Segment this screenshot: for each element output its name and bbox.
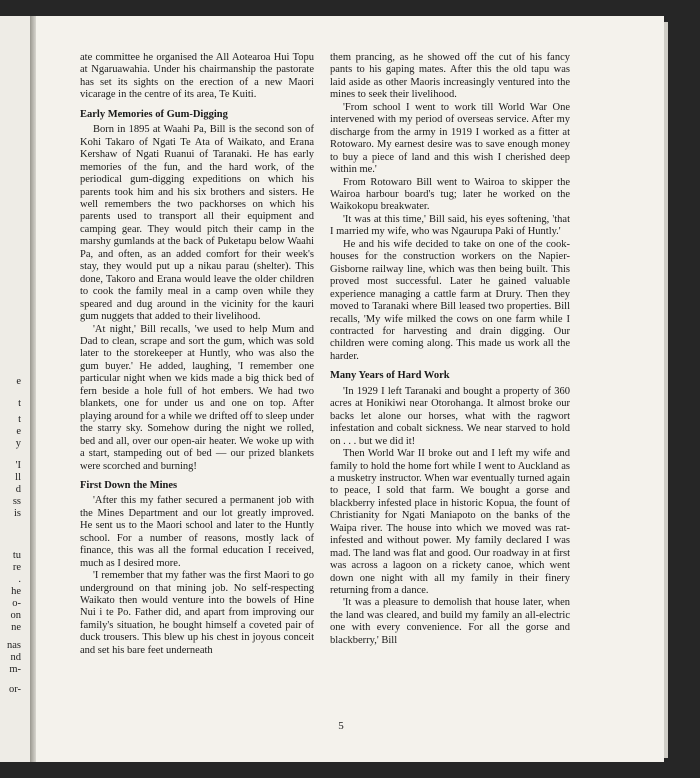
facing-page-text-fragment: [0, 508, 30, 519]
fragment-text: ss: [12, 496, 21, 507]
section-heading: First Down the Mines: [80, 479, 178, 491]
right-text-column: [330, 52, 570, 647]
facing-page-text-fragment: [0, 414, 30, 425]
paragraph: 'It was at this time,' Bill said, his eyes softening, 'that I married my wife, who was Ngaurupa Paki of Huntly.': [330, 213, 570, 238]
facing-page-text-fragment: [0, 376, 30, 387]
fragment-text: t: [18, 414, 21, 425]
facing-page-text-fragment: [0, 610, 30, 621]
facing-page-text-fragment: [0, 586, 30, 597]
fragment-text: y: [15, 438, 21, 449]
paragraph: Then World War II broke out and I left my wife and family to hold the home fort while I went to Auckland as a musketry instructor. When war eventually turned again to peace, I sold that farm. We bought a gorse and blackberry infested place in historic Kopua, the fount of Christianity for Ngati Maniapoto on the banks of the Waipa river. The house into which we moved was rat-infested and without power. My family declared I was mad. The land was flat and good. Our roadway in at first was across a lagoon on a rickety canoe, which went down one night with all my family in their finery returning from a dance.: [330, 448, 570, 597]
section-heading: Early Memories of Gum-Digging: [80, 108, 228, 120]
section-heading: Many Years of Hard Work: [330, 370, 450, 382]
paragraph: Born in 1895 at Waahi Pa, Bill is the second son of Kohi Takaro of Ngati Te Ata of Waikato, and Erana Kershaw of Ngati Ruanui of Taranaki. He has early memories of the fun, and the hard work, of the periodical gum-digging expeditions on which his parents took him and his six brothers and sisters. He well remembers the two packhorses on which his parents used to transport all their equipment and camping gear. They would pitch their camp in the marshy gumlands at the back of Puketapu below Waahi Pa, and often, as an added comfort for their week's stay, they would put up a nikau parau (shelter). This done, Takoro and Erana would leave the older children to cook the family meal in a camp oven while they speared and dug around in the vicinity for the kauri gum nuggets that added to their livelihood.: [80, 124, 314, 323]
fragment-text: e: [16, 426, 21, 437]
left-text-column: [80, 52, 314, 657]
facing-page-text-fragment: [0, 426, 30, 437]
fragment-text: on: [10, 610, 21, 621]
paragraph: them prancing, as he showed off the cut of his fancy pants to his gaping mates. After this the old tapu was laid aside as other Maoris increasingly ventured into the mines to seek their livelihood.: [330, 52, 570, 101]
fragment-text: m-: [9, 664, 21, 675]
fragment-text: is: [13, 508, 21, 519]
fragment-text: t: [18, 398, 21, 409]
page-edge: [664, 22, 668, 758]
fragment-text: ll: [15, 472, 21, 483]
facing-page-text-fragment: [0, 664, 30, 675]
facing-page-text-fragment: [0, 438, 30, 449]
paragraph: 'It was a pleasure to demolish that house later, when the land was cleared, and build my family an all-electric one with every convenience. For all the gorse and blackberry,' Bill: [330, 597, 570, 646]
fragment-text: o-: [12, 598, 21, 609]
fragment-text: tu: [12, 550, 21, 561]
facing-page-text-fragment: [0, 574, 30, 585]
fragment-text: e: [16, 376, 21, 387]
facing-page-text-fragment: [0, 562, 30, 573]
facing-page-text-fragment: [0, 640, 30, 651]
paragraph: 'After this my father secured a permanent job with the Mines Department and our lot greatly improved. He sent us to the Maori school and later to the Huntly school. For a number of reasons, mostly lack of finance, this was all the formal education I received, much as I desired more.: [80, 495, 314, 569]
facing-page-text-fragment: [0, 622, 30, 633]
fragment-text: d: [15, 484, 21, 495]
paragraph: From Rotowaro Bill went to Wairoa to skipper the Wairoa harbour board's tug; later he worked on the Waikokopu breakwater.: [330, 176, 570, 213]
fragment-text: nd: [10, 652, 21, 663]
paragraph: 'I remember that my father was the first Maori to go underground on that mining job. No self-respecting Waikato then would venture into the bowels of Hine Nui i te Po. Father did, and apart from improving our family's situation, he bought himself a coveted pair of duck trousers. This blew up his chest in joyous conceit and set his bare feet underneath: [80, 570, 314, 656]
page-number: 5: [338, 720, 344, 732]
fragment-text: 'I: [15, 460, 21, 471]
facing-page-text-fragment: [0, 398, 30, 409]
facing-page-text-fragment: [0, 550, 30, 561]
facing-page-text-fragment: [0, 652, 30, 663]
facing-page-text-fragment: [0, 684, 30, 695]
paragraph: 'In 1929 I left Taranaki and bought a property of 360 acres at Honikiwi near Otorohanga. It almost broke our backs let alone our horses, what with the ragwort infestation and cobalt sickness. We near starved to hold on . . . but we did it!: [330, 385, 570, 447]
fragment-text: he: [11, 586, 21, 597]
facing-page-text-fragment: [0, 484, 30, 495]
fragment-text: or-: [8, 684, 21, 695]
fragment-text: re: [12, 562, 21, 573]
paragraph: ate committee he organised the All Aotearoa Hui Topu at Ngaruawahia. Under his chairmanship the pastorate has set its sights on the erection of a new Maori vicarage in the centre of its area, Te Kuiti.: [80, 52, 314, 101]
facing-page-text-fragment: [0, 472, 30, 483]
paragraph: 'From school I went to work till World War One intervened with my period of overseas service. After my discharge from the army in 1919 I worked as a fitter at Rotowaro. My earnest desire was to save enough money to buy a piece of land and this wish I cherished deep within me.': [330, 101, 570, 176]
facing-page-text-fragment: [0, 460, 30, 471]
fragment-text: .: [18, 574, 21, 585]
paragraph: 'At night,' Bill recalls, 'we used to help Mum and Dad to clean, scrape and sort the gum, which was sold later to the storekeeper at Huntly, who was also the gum buyer.' He added, laughing, 'I remember one particular night when we kids made a big thick bed of fern beside a hole full of hot embers. We had two blankets, one for under us and one on top. After playing around for a while we drifted off to sleep under the starry sky. Somehow during the night we rolled, bed and all, over our open-air heater. We woke up with a start, stampeding out of bed — our prized blankets were scorched and burning!: [80, 323, 314, 472]
facing-page-edge: [0, 16, 30, 762]
fragment-text: ne: [11, 622, 21, 633]
facing-page-text-fragment: [0, 496, 30, 507]
facing-page-text-fragment: [0, 598, 30, 609]
paragraph: He and his wife decided to take on one of the cook-houses for the construction workers on the Napier-Gisborne railway line, which was then being built. This proved most successful. Later he gained valuable experience managing a cattle farm at Drury. Then they moved to Taranaki where Bill leased two properties. Bill recalls, 'My wife milked the cows on one farm while I contracted for harvesting and drain digging. Our children were coming along. This made us work all the harder.: [330, 238, 570, 362]
fragment-text: nas: [7, 640, 21, 651]
